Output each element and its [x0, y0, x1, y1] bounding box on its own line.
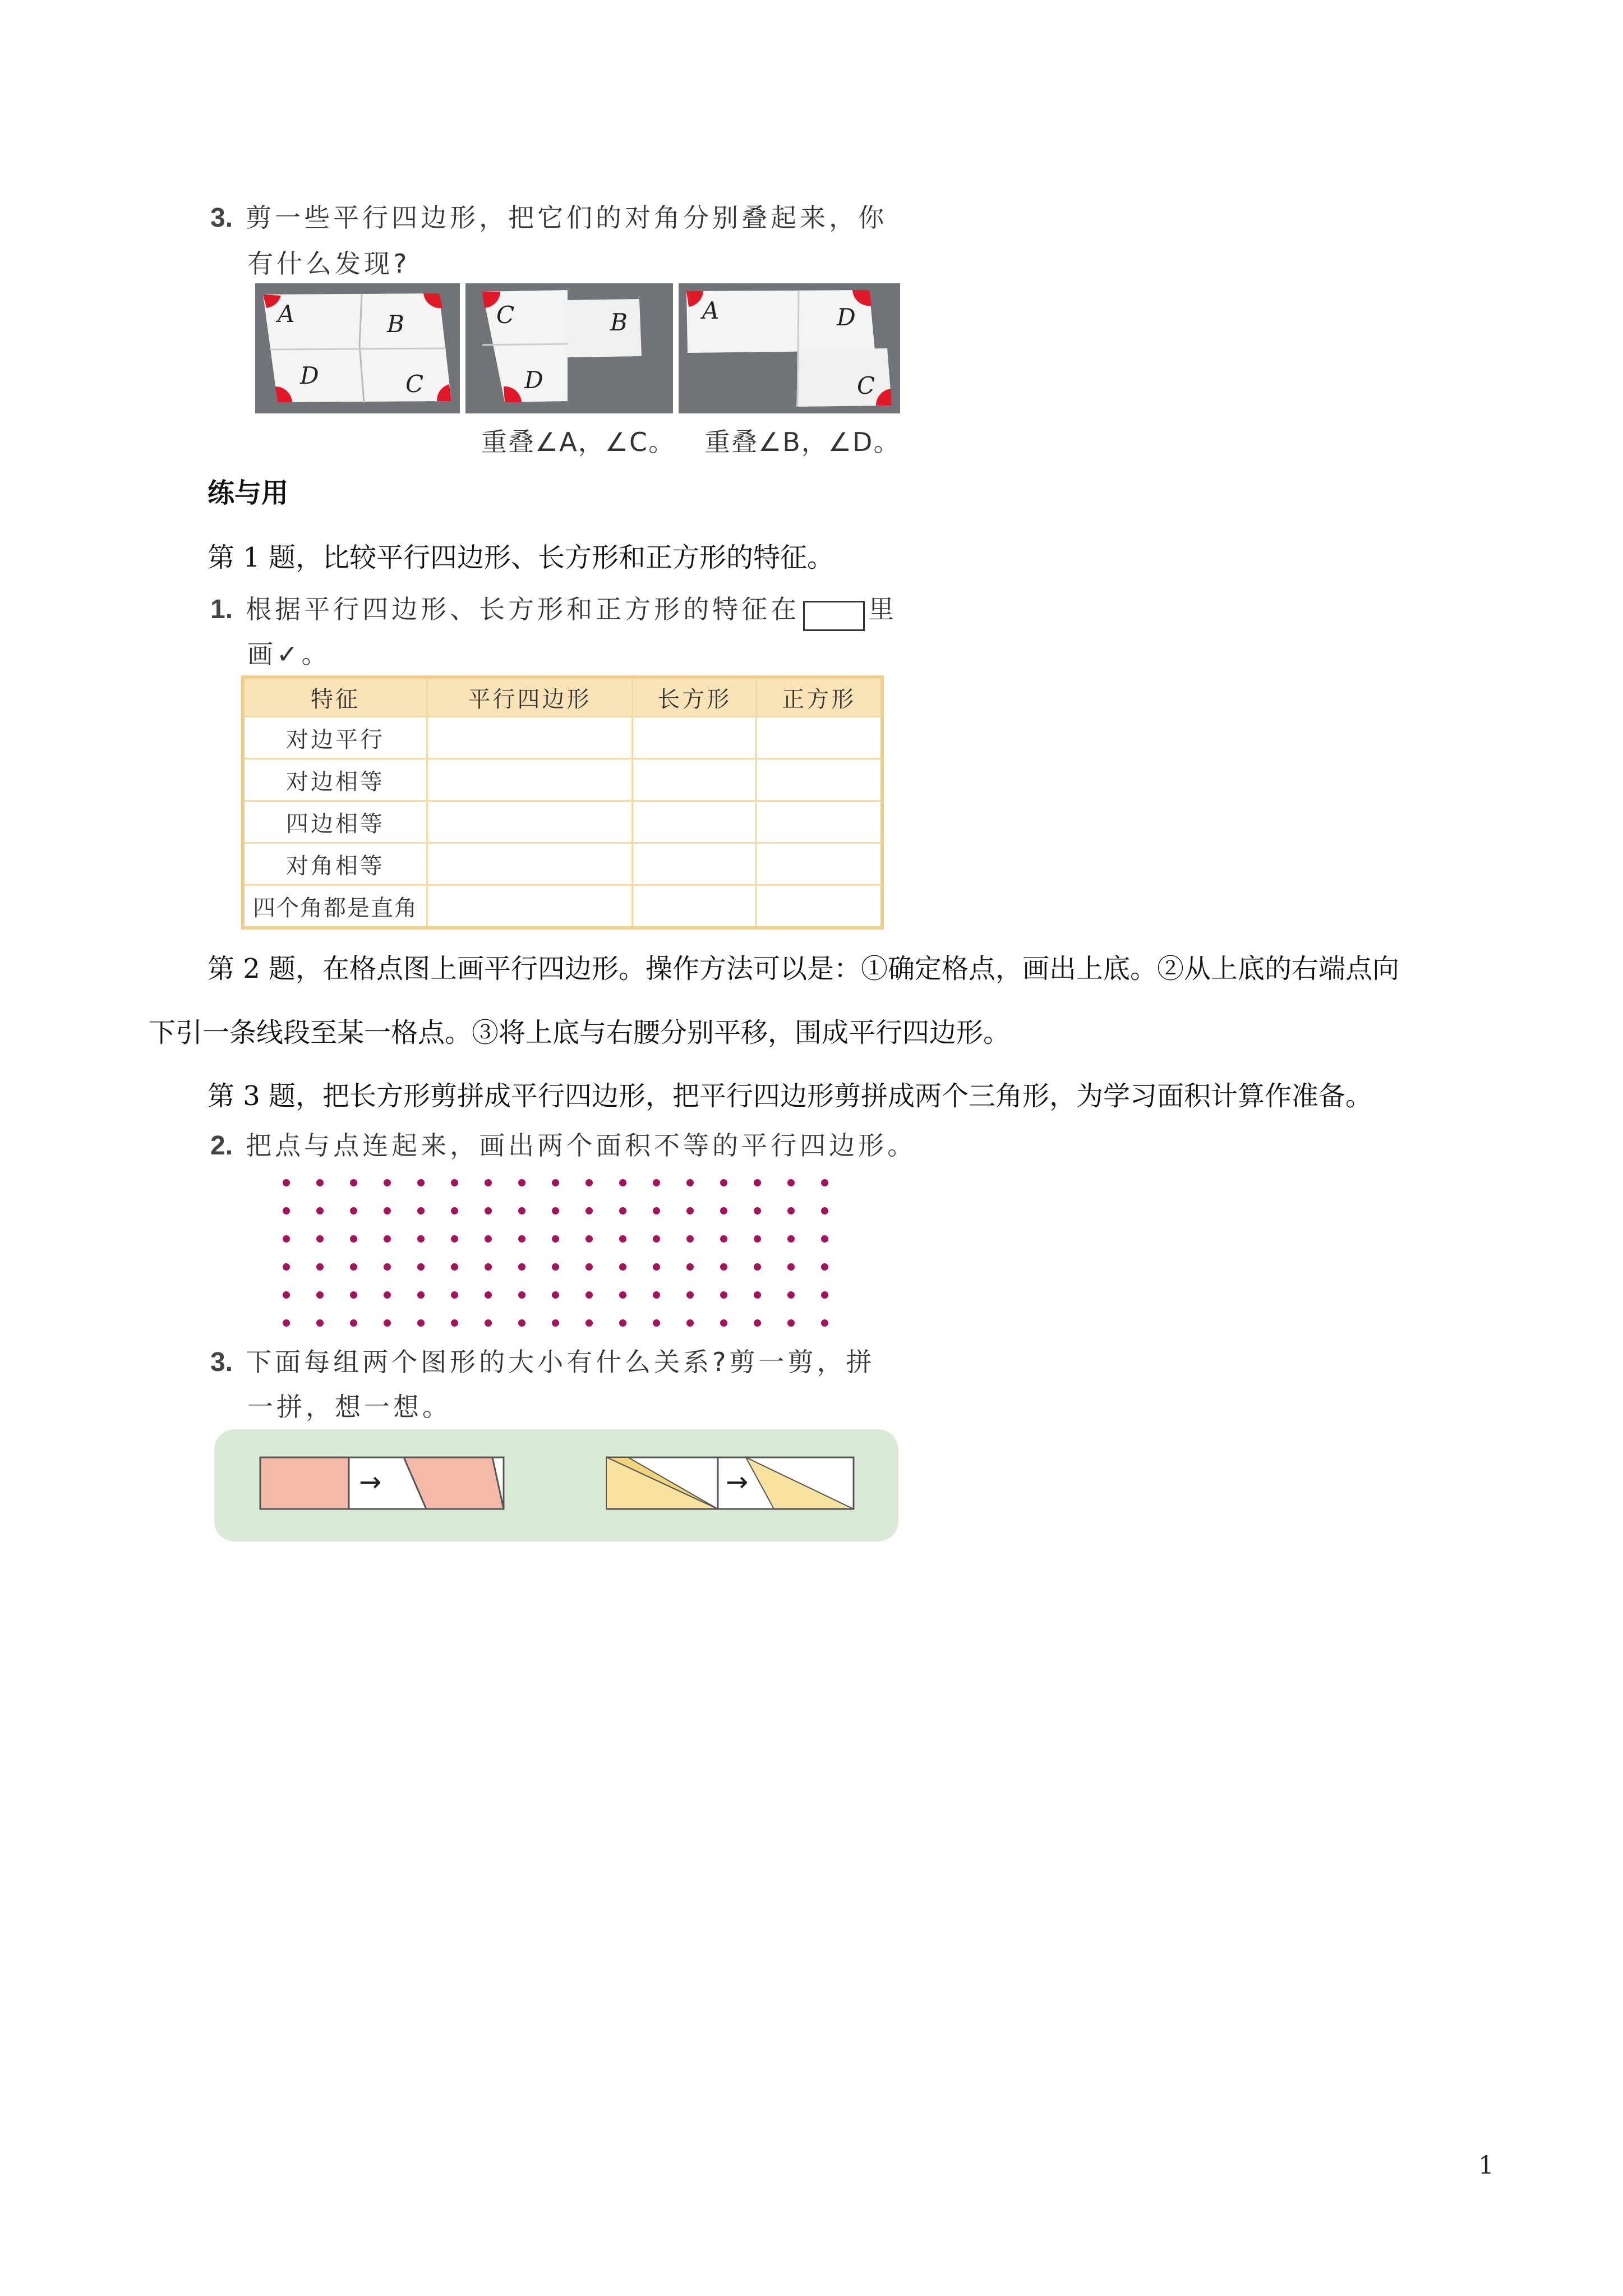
- grid-dot[interactable]: [585, 1319, 593, 1327]
- exercise2-text: 把点与点连起来，画出两个面积不等的平行四边形。: [246, 1130, 917, 1161]
- grid-dot[interactable]: [384, 1179, 391, 1186]
- grid-dot[interactable]: [585, 1291, 593, 1299]
- grid-dot[interactable]: [485, 1263, 492, 1271]
- answer-cell[interactable]: [632, 843, 757, 885]
- grid-dot[interactable]: [350, 1263, 357, 1271]
- angle-label: D: [837, 303, 856, 331]
- grid-dot[interactable]: [485, 1291, 492, 1299]
- grid-dot[interactable]: [619, 1291, 626, 1299]
- grid-dot[interactable]: [585, 1263, 593, 1271]
- grid-dot[interactable]: [754, 1263, 761, 1271]
- grid-dot[interactable]: [384, 1291, 391, 1299]
- grid-dot[interactable]: [485, 1235, 492, 1243]
- table-row: [243, 717, 882, 759]
- grid-dot[interactable]: [552, 1319, 559, 1327]
- grid-dot[interactable]: [653, 1235, 660, 1243]
- exercise1-text: 根据平行四边形、长方形和正方形的特征在: [246, 594, 800, 624]
- grid-dot[interactable]: [485, 1179, 492, 1186]
- answer-box-sample: [803, 601, 865, 631]
- grid-dot[interactable]: [451, 1235, 458, 1243]
- table-header: 平行四边形: [427, 677, 633, 717]
- grid-dot[interactable]: [384, 1263, 391, 1271]
- answer-cell[interactable]: [757, 717, 882, 759]
- arrow-icon: →: [359, 1466, 382, 1498]
- grid-dot[interactable]: [316, 1291, 324, 1299]
- teaching-note-q2-line2: 下引一条线段至某一格点。③将上底与右腰分别平移，围成平行四边形。: [149, 1017, 1011, 1048]
- grid-dot[interactable]: [821, 1207, 828, 1214]
- grid-dot[interactable]: [552, 1207, 559, 1214]
- answer-cell[interactable]: [632, 801, 757, 843]
- grid-dot[interactable]: [518, 1207, 525, 1214]
- grid-dot[interactable]: [316, 1179, 324, 1186]
- grid-dot[interactable]: [787, 1319, 795, 1327]
- grid-dot[interactable]: [417, 1207, 425, 1214]
- answer-cell[interactable]: [427, 801, 633, 843]
- grid-dot[interactable]: [283, 1179, 290, 1186]
- answer-cell[interactable]: [427, 843, 633, 885]
- grid-dot[interactable]: [417, 1179, 425, 1186]
- angle-label: A: [702, 297, 720, 324]
- row-label: 四个角都是直角: [243, 885, 427, 928]
- grid-dot[interactable]: [720, 1207, 727, 1214]
- question-text-line2: 有什么发现?: [247, 249, 411, 279]
- arrow-icon: →: [726, 1466, 749, 1498]
- photo-parallelogram-whole: [255, 283, 460, 413]
- grid-dot[interactable]: [686, 1179, 694, 1186]
- grid-dot[interactable]: [552, 1179, 559, 1186]
- table-header: 正方形: [757, 677, 882, 717]
- grid-dot[interactable]: [316, 1319, 324, 1327]
- exercise1-text-end: 里: [868, 594, 898, 624]
- photo-caption-ac: 重叠∠A，∠C。: [481, 427, 676, 457]
- row-label: 对边相等: [243, 759, 427, 801]
- grid-dot[interactable]: [585, 1207, 593, 1214]
- grid-dot[interactable]: [686, 1263, 694, 1271]
- exercise1-prompt: [210, 589, 897, 631]
- question-number: 3.: [210, 203, 233, 233]
- shapes-panel: [214, 1429, 898, 1542]
- row-label: 四边相等: [243, 801, 427, 843]
- grid-dot[interactable]: [417, 1319, 425, 1327]
- grid-dot[interactable]: [451, 1291, 458, 1299]
- grid-dot[interactable]: [585, 1235, 593, 1243]
- answer-cell[interactable]: [757, 843, 882, 885]
- grid-dot[interactable]: [821, 1179, 828, 1186]
- grid-dot[interactable]: [653, 1263, 660, 1271]
- grid-dot[interactable]: [518, 1263, 525, 1271]
- exercise2-prompt: [210, 1125, 916, 1162]
- grid-dot[interactable]: [283, 1235, 290, 1243]
- photo-overlap-bd: [679, 283, 900, 413]
- grid-dot[interactable]: [653, 1319, 660, 1327]
- grid-dot[interactable]: [283, 1263, 290, 1271]
- answer-cell[interactable]: [757, 801, 882, 843]
- grid-dot[interactable]: [451, 1319, 458, 1327]
- grid-dot[interactable]: [821, 1319, 828, 1327]
- angle-label: D: [300, 362, 319, 389]
- grid-dot[interactable]: [350, 1179, 357, 1186]
- teaching-note-q1: 第 1 题，比较平行四边形、长方形和正方形的特征。: [208, 542, 834, 573]
- grid-dot[interactable]: [485, 1319, 492, 1327]
- grid-dot[interactable]: [417, 1291, 425, 1299]
- exercise1-line2: 画✓。: [247, 639, 331, 669]
- angle-label: D: [524, 366, 543, 394]
- question-text-line1: 剪一些平行四边形，把它们的对角分别叠起来，你: [246, 203, 888, 233]
- angle-label: C: [496, 301, 515, 329]
- grid-dot[interactable]: [653, 1207, 660, 1214]
- grid-dot[interactable]: [518, 1291, 525, 1299]
- grid-dot[interactable]: [754, 1319, 761, 1327]
- grid-dot[interactable]: [686, 1235, 694, 1243]
- exercise3-number: 3.: [210, 1347, 233, 1377]
- grid-dot[interactable]: [686, 1291, 694, 1299]
- grid-dot[interactable]: [316, 1235, 324, 1243]
- grid-dot[interactable]: [585, 1179, 593, 1186]
- grid-dot[interactable]: [451, 1207, 458, 1214]
- answer-cell[interactable]: [427, 717, 633, 759]
- grid-dot[interactable]: [619, 1179, 626, 1186]
- grid-dot[interactable]: [350, 1319, 357, 1327]
- grid-dot[interactable]: [754, 1291, 761, 1299]
- answer-cell[interactable]: [427, 885, 633, 928]
- grid-dot[interactable]: [787, 1207, 795, 1214]
- exercise3-text-line1: 下面每组两个图形的大小有什么关系?剪一剪，拼: [246, 1347, 875, 1377]
- exercise3-text-line2: 一拼，想一想。: [247, 1392, 451, 1422]
- angle-label: A: [278, 300, 295, 328]
- answer-cell[interactable]: [632, 717, 757, 759]
- grid-dot[interactable]: [619, 1207, 626, 1214]
- page-number: 1: [1478, 2151, 1494, 2180]
- grid-dot[interactable]: [787, 1235, 795, 1243]
- grid-dot[interactable]: [350, 1291, 357, 1299]
- exercise3-prompt: [210, 1342, 875, 1379]
- row-label: 对边平行: [243, 717, 427, 759]
- table-row: [243, 801, 882, 843]
- grid-dot[interactable]: [384, 1207, 391, 1214]
- grid-dot[interactable]: [350, 1207, 357, 1214]
- answer-cell[interactable]: [757, 885, 882, 928]
- grid-dot[interactable]: [821, 1291, 828, 1299]
- grid-dot[interactable]: [720, 1263, 727, 1271]
- angle-label: B: [610, 309, 628, 336]
- grid-dot[interactable]: [754, 1235, 761, 1243]
- grid-dot[interactable]: [485, 1207, 492, 1214]
- grid-dot[interactable]: [283, 1291, 290, 1299]
- rect-to-parallelogram-figure: [259, 1456, 506, 1512]
- grid-dot[interactable]: [821, 1235, 828, 1243]
- exercise1-number: 1.: [210, 595, 233, 624]
- grid-dot[interactable]: [619, 1235, 626, 1243]
- grid-dot[interactable]: [653, 1179, 660, 1186]
- grid-dot[interactable]: [720, 1235, 727, 1243]
- grid-dot[interactable]: [720, 1179, 727, 1186]
- grid-dot[interactable]: [417, 1263, 425, 1271]
- table-header: 特征: [243, 677, 427, 717]
- dot-grid[interactable]: [286, 1182, 824, 1323]
- table-header-row: [243, 677, 882, 717]
- grid-dot[interactable]: [787, 1179, 795, 1186]
- answer-cell[interactable]: [757, 759, 882, 801]
- angle-label: C: [857, 372, 875, 399]
- table-header: 长方形: [632, 677, 757, 717]
- grid-dot[interactable]: [350, 1235, 357, 1243]
- photo-overlap-ac: [465, 283, 673, 413]
- grid-dot[interactable]: [451, 1179, 458, 1186]
- grid-dot[interactable]: [787, 1291, 795, 1299]
- grid-dot[interactable]: [720, 1319, 727, 1327]
- grid-dot[interactable]: [552, 1263, 559, 1271]
- grid-dot[interactable]: [316, 1207, 324, 1214]
- grid-dot[interactable]: [518, 1179, 525, 1186]
- features-table: [241, 675, 884, 930]
- row-label: 对角相等: [243, 843, 427, 885]
- grid-dot[interactable]: [821, 1263, 828, 1271]
- grid-dot[interactable]: [552, 1291, 559, 1299]
- section-heading: 练与用: [208, 477, 289, 509]
- grid-dot[interactable]: [619, 1263, 626, 1271]
- grid-dot[interactable]: [518, 1235, 525, 1243]
- angle-label: B: [387, 310, 404, 338]
- grid-dot[interactable]: [619, 1319, 626, 1327]
- grid-dot[interactable]: [653, 1291, 660, 1299]
- grid-dot[interactable]: [417, 1235, 425, 1243]
- grid-dot[interactable]: [283, 1319, 290, 1327]
- grid-dot[interactable]: [384, 1235, 391, 1243]
- grid-dot[interactable]: [686, 1319, 694, 1327]
- grid-dot[interactable]: [754, 1179, 761, 1186]
- grid-dot[interactable]: [316, 1263, 324, 1271]
- photo-caption-bd: 重叠∠B，∠D。: [704, 427, 901, 457]
- grid-dot[interactable]: [283, 1207, 290, 1214]
- parallelogram-to-triangles-figure: [606, 1456, 856, 1512]
- exercise2-number: 2.: [210, 1131, 233, 1161]
- answer-cell[interactable]: [632, 885, 757, 928]
- answer-cell[interactable]: [632, 759, 757, 801]
- answer-cell[interactable]: [427, 759, 633, 801]
- grid-dot[interactable]: [552, 1235, 559, 1243]
- grid-dot[interactable]: [686, 1207, 694, 1214]
- grid-dot[interactable]: [720, 1291, 727, 1299]
- teaching-note-q3: 第 3 题，把长方形剪拼成平行四边形，把平行四边形剪拼成两个三角形，为学习面积计算作准备。: [208, 1080, 1373, 1112]
- table-row: [243, 843, 882, 885]
- grid-dot[interactable]: [518, 1319, 525, 1327]
- table-row: [243, 759, 882, 801]
- grid-dot[interactable]: [754, 1207, 761, 1214]
- teaching-note-q2-line1: 第 2 题，在格点图上画平行四边形。操作方法可以是：①确定格点，画出上底。②从上底的右端点向: [208, 953, 1400, 984]
- angle-label: C: [405, 370, 424, 398]
- grid-dot[interactable]: [787, 1263, 795, 1271]
- grid-dot[interactable]: [451, 1263, 458, 1271]
- table-row: [243, 885, 882, 928]
- grid-dot[interactable]: [384, 1319, 391, 1327]
